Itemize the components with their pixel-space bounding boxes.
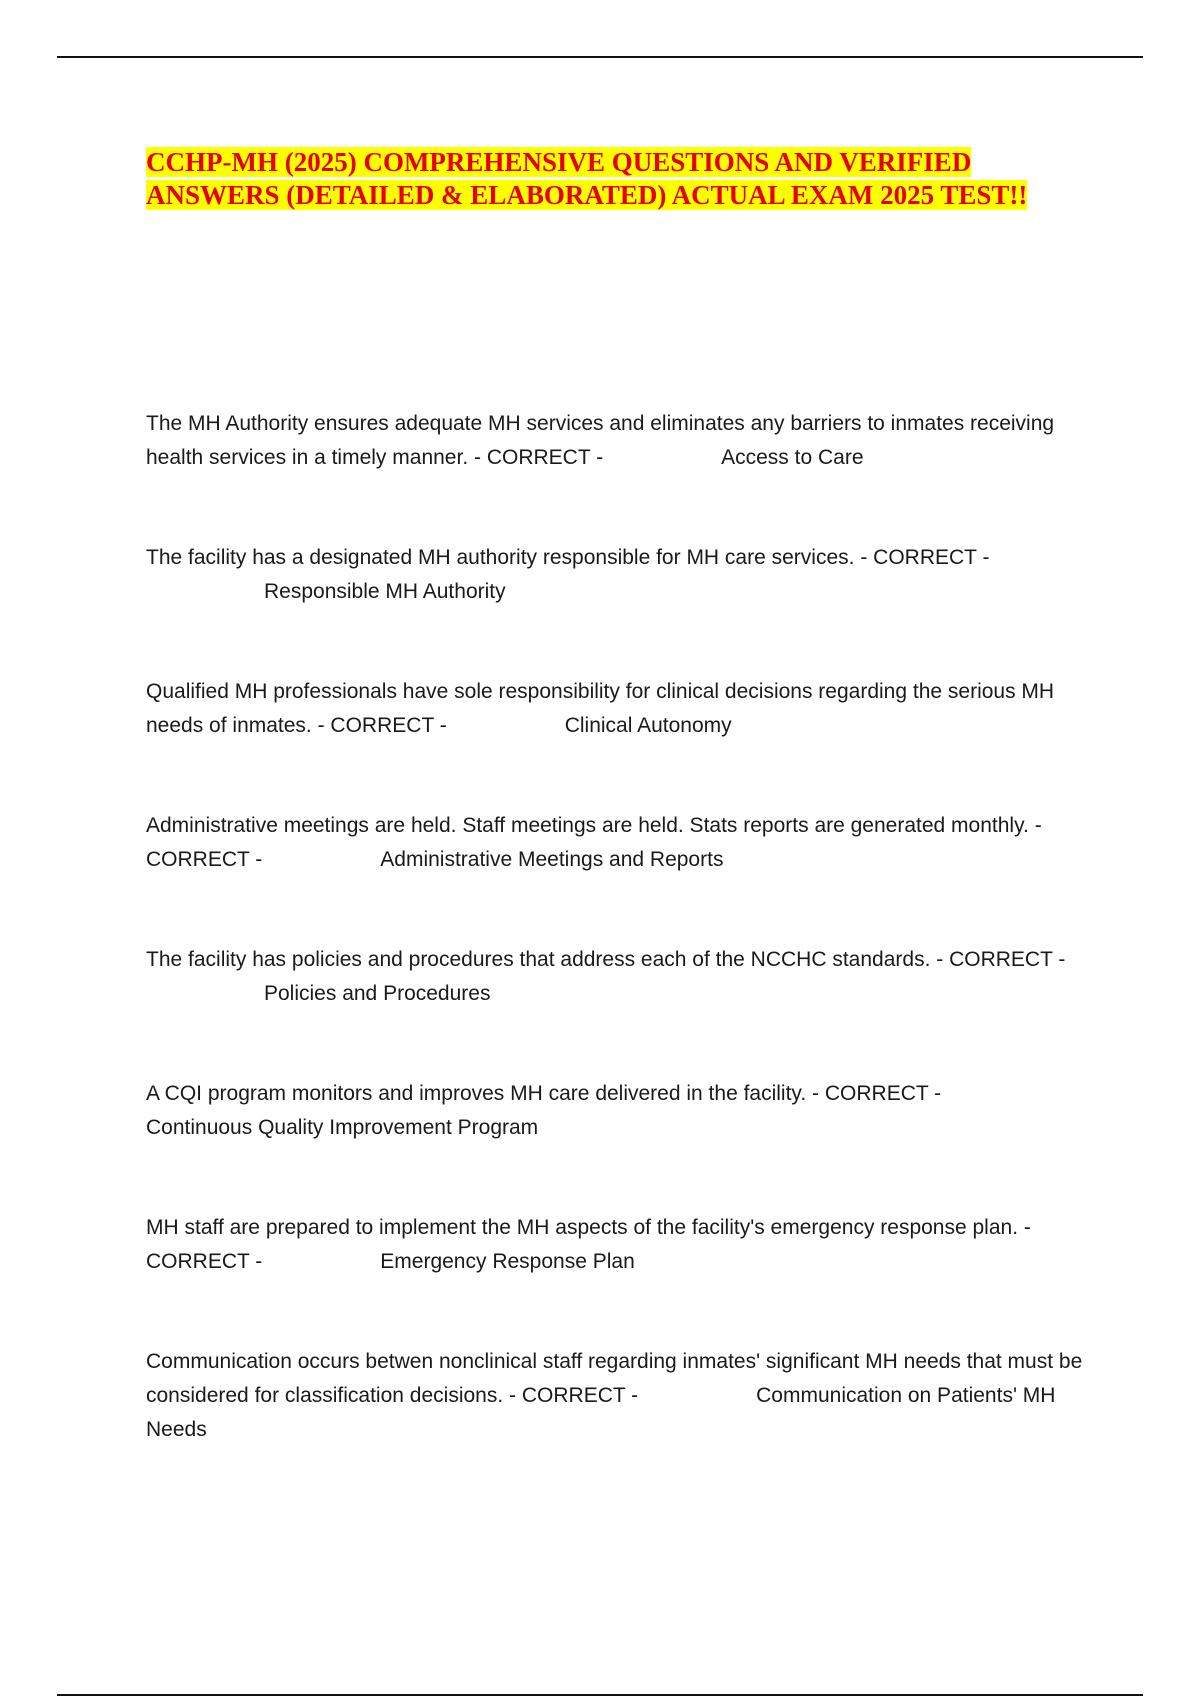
qa-answer: Emergency Response Plan: [380, 1250, 635, 1273]
qa-question: The facility has a designated MH authority responsible for MH care services.: [146, 546, 855, 569]
qa-list: [146, 407, 1091, 1513]
qa-answer: Continuous Quality Improvement Program: [146, 1116, 539, 1139]
qa-question: Communication occurs betwen nonclinical staff regarding inmates' significant MH needs that must be considered for classification decisions.: [146, 1350, 1083, 1407]
qa-status: - CORRECT -: [509, 1384, 639, 1407]
qa-status: - CORRECT -: [812, 1082, 942, 1105]
qa-question: The MH Authority ensures adequate MH services and eliminates any barriers to inmates receiving health services in a timely manner.: [146, 412, 1055, 469]
top-rule: [57, 56, 1143, 58]
document-title-text: CCHP-MH (2025) COMPREHENSIVE QUESTIONS AND VERIFIED ANSWERS (DETAILED & ELABORATED) ACTUAL EXAM 2025 TEST!!: [146, 147, 1028, 210]
qa-item: [146, 1211, 1091, 1279]
bottom-rule: [57, 1694, 1143, 1696]
qa-answer: Access to Care: [721, 446, 864, 469]
qa-answer: Administrative Meetings and Reports: [380, 848, 724, 871]
qa-item: [146, 407, 1091, 475]
qa-item: [146, 541, 1091, 609]
qa-status: - CORRECT -: [146, 1216, 1031, 1273]
qa-answer: Policies and Procedures: [264, 982, 491, 1005]
qa-item: [146, 1345, 1091, 1447]
qa-answer: Clinical Autonomy: [564, 714, 732, 737]
qa-status: - CORRECT -: [317, 714, 447, 737]
qa-question: The facility has policies and procedures that address each of the NCCHC standards.: [146, 948, 931, 971]
qa-item: [146, 809, 1091, 877]
qa-status: - CORRECT -: [860, 546, 990, 569]
qa-status: - CORRECT -: [936, 948, 1066, 971]
qa-item: [146, 675, 1091, 743]
qa-question: Administrative meetings are held. Staff meetings are held. Stats reports are generated monthly.: [146, 814, 1029, 837]
qa-question: MH staff are prepared to implement the MH aspects of the facility's emergency response plan.: [146, 1216, 1019, 1239]
qa-item: [146, 1077, 1091, 1145]
qa-answer: Responsible MH Authority: [264, 580, 506, 603]
qa-status: - CORRECT -: [146, 814, 1042, 871]
qa-status: - CORRECT -: [474, 446, 604, 469]
qa-answer: Communication on Patients' MH Needs: [146, 1384, 1056, 1441]
document-title: [146, 146, 1086, 212]
qa-item: [146, 943, 1091, 1011]
qa-question: A CQI program monitors and improves MH care delivered in the facility.: [146, 1082, 807, 1105]
qa-question: Qualified MH professionals have sole responsibility for clinical decisions regarding the serious MH needs of inmates.: [146, 680, 1055, 737]
